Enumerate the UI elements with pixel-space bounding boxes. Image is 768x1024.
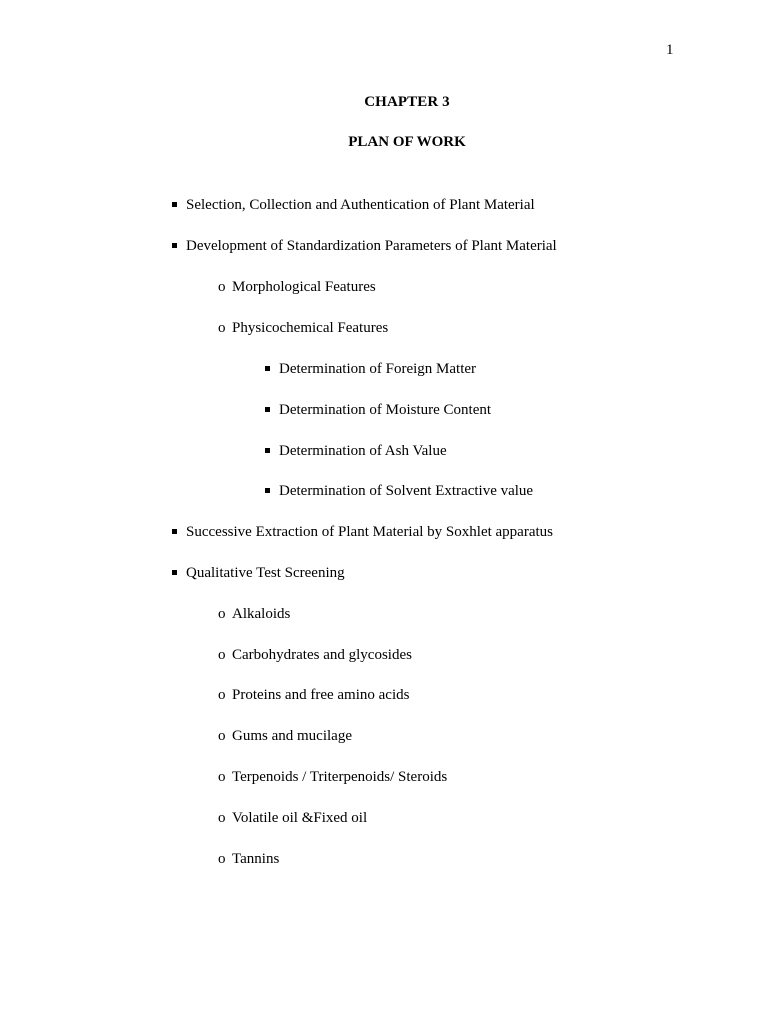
- page-title: PLAN OF WORK: [348, 134, 466, 150]
- bullet-square-icon: [265, 366, 270, 371]
- bullet-square-icon: [172, 570, 177, 575]
- bullet-circle-icon: o: [218, 810, 226, 826]
- list-item: Tannins: [232, 851, 280, 867]
- list-item: Carbohydrates and glycosides: [232, 647, 412, 663]
- bullet-square-icon: [265, 407, 270, 412]
- bullet-circle-icon: o: [218, 606, 226, 622]
- bullet-circle-icon: o: [218, 851, 226, 867]
- list-item: Physicochemical Features: [232, 320, 389, 336]
- list-item: Qualitative Test Screening: [186, 565, 345, 581]
- list-item: Determination of Ash Value: [279, 443, 447, 459]
- list-item: Determination of Moisture Content: [279, 402, 492, 418]
- list-item: Determination of Foreign Matter: [279, 361, 477, 377]
- bullet-square-icon: [172, 202, 177, 207]
- bullet-circle-icon: o: [218, 647, 226, 663]
- list-item: Development of Standardization Parameters of Plant Material: [186, 238, 557, 254]
- list-item: Selection, Collection and Authentication of Plant Material: [186, 197, 535, 213]
- bullet-square-icon: [172, 243, 177, 248]
- bullet-circle-icon: o: [218, 769, 226, 785]
- list-item: Alkaloids: [232, 606, 291, 622]
- list-item: Morphological Features: [232, 279, 376, 295]
- list-item: Successive Extraction of Plant Material by Soxhlet apparatus: [186, 524, 553, 540]
- list-item: Proteins and free amino acids: [232, 687, 410, 703]
- bullet-circle-icon: o: [218, 320, 226, 336]
- bullet-circle-icon: o: [218, 728, 226, 744]
- list-item: Volatile oil &Fixed oil: [232, 810, 368, 826]
- list-item: Determination of Solvent Extractive value: [279, 483, 534, 499]
- bullet-square-icon: [265, 488, 270, 493]
- chapter-heading: CHAPTER 3: [364, 94, 450, 110]
- list-item: Terpenoids / Triterpenoids/ Steroids: [232, 769, 448, 785]
- bullet-circle-icon: o: [218, 687, 226, 703]
- list-item: Gums and mucilage: [232, 728, 352, 744]
- bullet-circle-icon: o: [218, 279, 226, 295]
- bullet-square-icon: [172, 529, 177, 534]
- page-number: 1: [666, 42, 674, 58]
- bullet-square-icon: [265, 448, 270, 453]
